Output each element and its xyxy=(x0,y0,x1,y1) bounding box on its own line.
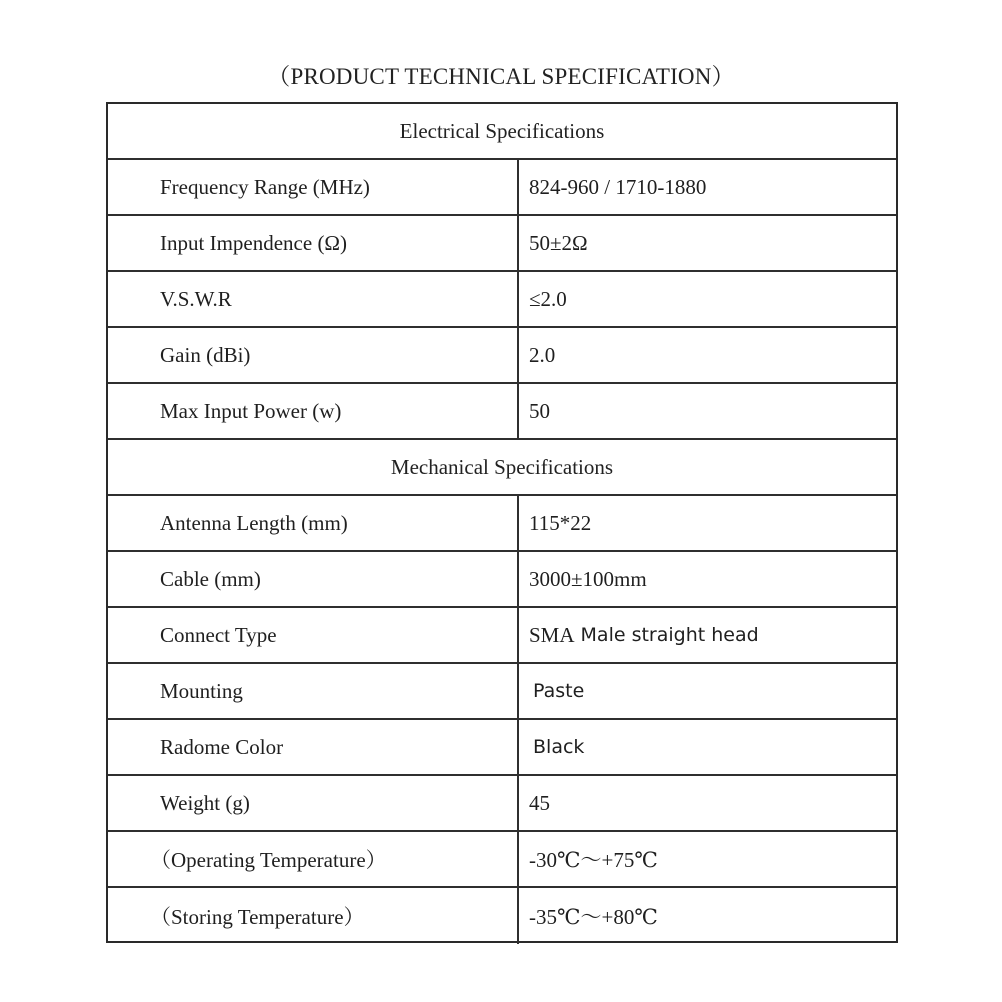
table-row xyxy=(108,272,896,328)
table-row xyxy=(108,608,896,664)
table-row xyxy=(108,384,896,440)
spec-label: Max Input Power (w) xyxy=(108,384,519,438)
spec-label: Weight (g) xyxy=(108,776,519,830)
spec-value: ≤2.0 xyxy=(529,286,567,311)
spec-value: 824-960 / 1710-1880 xyxy=(529,174,707,199)
page-title: （PRODUCT TECHNICAL SPECIFICATION） xyxy=(267,64,735,89)
spec-label: V.S.W.R xyxy=(108,272,519,326)
spec-label: Antenna Length (mm) xyxy=(108,496,519,550)
spec-label: Mounting xyxy=(108,664,519,718)
spec-label: Connect Type xyxy=(108,608,519,662)
spec-value: 2.0 xyxy=(529,342,556,367)
table-row xyxy=(108,664,896,720)
spec-value xyxy=(519,608,896,662)
spec-label: Input Impendence (Ω) xyxy=(108,216,519,270)
spec-label: （Operating Temperature） xyxy=(108,832,519,886)
spec-value: -35℃～+80℃ xyxy=(529,905,658,929)
spec-value: 115*22 xyxy=(529,510,592,535)
table-row xyxy=(108,496,896,552)
spec-value: 45 xyxy=(529,790,550,815)
spec-value-prefix: SMA xyxy=(529,622,575,647)
table-row xyxy=(108,160,896,216)
section-header-electrical: Electrical Specifications xyxy=(108,104,896,160)
table-row xyxy=(108,720,896,776)
spec-label: Gain (dBi) xyxy=(108,328,519,382)
table-row xyxy=(108,216,896,272)
table-row xyxy=(108,328,896,384)
spec-table xyxy=(106,102,898,943)
spec-label: Frequency Range (MHz) xyxy=(108,160,519,214)
spec-label: Radome Color xyxy=(108,720,519,774)
spec-value: Black xyxy=(533,736,585,758)
spec-value: 50 xyxy=(529,398,550,423)
spec-value: 50±2Ω xyxy=(529,230,588,255)
table-row xyxy=(108,776,896,832)
table-row xyxy=(108,888,896,944)
table-row xyxy=(108,832,896,888)
spec-value: Paste xyxy=(533,680,585,702)
table-row xyxy=(108,552,896,608)
spec-value-suffix: Male straight head xyxy=(580,624,759,646)
spec-value: -30℃～+75℃ xyxy=(529,848,658,872)
spec-label: （Storing Temperature） xyxy=(108,888,519,944)
spec-label: Cable (mm) xyxy=(108,552,519,606)
spec-value: 3000±100mm xyxy=(529,566,647,591)
section-header-mechanical: Mechanical Specifications xyxy=(108,440,896,496)
